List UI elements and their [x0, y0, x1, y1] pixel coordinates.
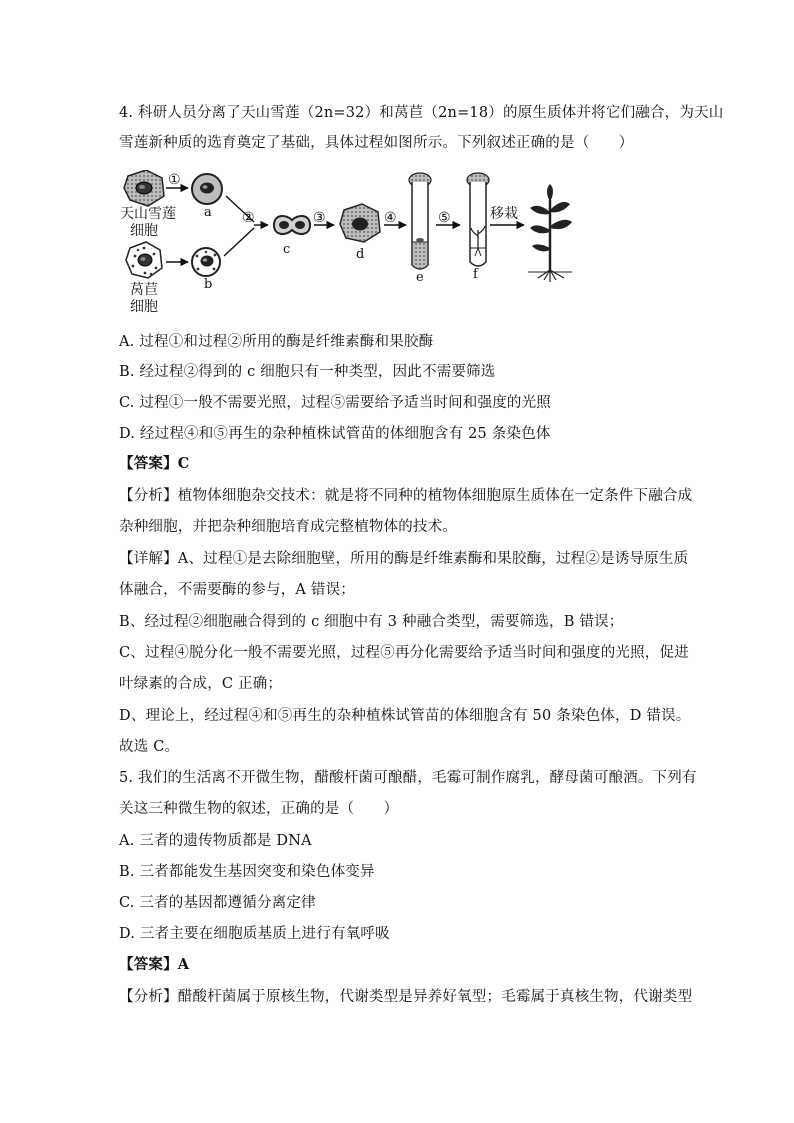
label-step2: ② — [242, 210, 255, 226]
q4-detail-line2: 体融合，不需要酶的参与，A 错误； — [119, 582, 355, 598]
q4-process-diagram — [118, 170, 598, 320]
q4-analysis-line2: 杂种细胞，并把杂种细胞培育成完整植物体的技术。 — [119, 519, 458, 535]
q4-option-c: C. 过程①一般不需要光照，过程⑤需要给予适当时间和强度的光照 — [119, 395, 551, 411]
q4-option-a: A. 过程①和过程②所用的酶是纤维素酶和果胶酶 — [119, 334, 434, 350]
q4-option-b: B. 经过程②得到的 c 细胞只有一种类型，因此不需要筛选 — [119, 364, 496, 380]
label-snow-lotus-1: 天山雪莲 — [120, 206, 176, 222]
q4-detail-line4: C、过程④脱分化一般不需要光照，过程⑤再分化需要给予适当时间和强度的光照，促进 — [119, 645, 689, 661]
q4-detail-line5: 叶绿素的合成，C 正确； — [119, 676, 283, 692]
q4-conclusion: 故选 C。 — [119, 739, 180, 755]
q5-option-d: D. 三者主要在细胞质基质上进行有氧呼吸 — [119, 926, 390, 942]
converge-line-bottom — [224, 228, 254, 256]
label-a: a — [204, 205, 212, 220]
q5-stem-line2: 关这三种微生物的叙述，正确的是（ ） — [119, 801, 399, 817]
hybrid-cell-d — [340, 204, 380, 242]
label-c: c — [283, 242, 291, 257]
q4-detail-line3: B、经过程②细胞融合得到的 c 细胞中有 3 种融合类型，需要筛选，B 错误； — [119, 614, 624, 630]
label-e: e — [416, 270, 424, 285]
test-tube-f — [467, 173, 489, 266]
label-lettuce-1: 莴苣 — [130, 282, 158, 298]
snow-lotus-cell — [124, 170, 164, 206]
q5-stem-line1: 5. 我们的生活离不开微生物，醋酸杆菌可酿醋，毛霉可制作腐乳，酵母菌可酿酒。下列有 — [119, 770, 697, 786]
protoplast-b — [192, 248, 220, 276]
q4-detail-line6: D、理论上，经过程④和⑤再生的杂种植株试管苗的体细胞含有 50 条染色体，D 错误。 — [119, 708, 691, 724]
q5-option-b: B. 三者都能发生基因突变和染色体变异 — [119, 864, 375, 880]
lettuce-cell — [126, 242, 162, 278]
label-step3: ③ — [313, 210, 326, 226]
label-snow-lotus-2: 细胞 — [130, 223, 158, 239]
q4-stem-line1: 4. 科研人员分离了天山雪莲（2n=32）和莴苣（2n=18）的原生质体并将它们融合，为天山 — [119, 105, 724, 121]
plant-illustration — [528, 184, 572, 282]
protoplast-a — [192, 174, 222, 204]
label-step5: ⑤ — [438, 210, 451, 226]
test-tube-e — [409, 173, 431, 269]
q4-analysis-line1: 【分析】植物体细胞杂交技术：就是将不同种的植物体细胞原生质体在一定条件下融合成 — [119, 488, 693, 504]
q5-option-a: A. 三者的遗传物质都是 DNA — [119, 833, 312, 849]
q5-answer: 【答案】A — [119, 956, 190, 973]
label-b: b — [204, 277, 213, 292]
label-d: d — [356, 247, 365, 262]
q5-analysis-line1: 【分析】醋酸杆菌属于原核生物，代谢类型是异养好氧型；毛霉属于真核生物，代谢类型 — [119, 989, 693, 1005]
q4-option-d: D. 经过程④和⑤再生的杂种植株试管苗的体细胞含有 25 条染色体 — [119, 426, 551, 442]
q4-detail-line1: 【详解】A、过程①是去除细胞壁，所用的酶是纤维素酶和果胶酶，过程②是诱导原生质 — [119, 551, 689, 567]
label-step1: ① — [168, 172, 181, 188]
label-step4: ④ — [384, 210, 397, 226]
q5-option-c: C. 三者的基因都遵循分离定律 — [119, 895, 316, 911]
q4-answer: 【答案】C — [119, 455, 190, 472]
q4-stem-line2: 雪莲新种质的选育奠定了基础，具体过程如图所示。下列叙述正确的是（ ） — [119, 135, 634, 151]
fused-cell-c — [274, 216, 310, 234]
label-f: f — [473, 267, 478, 282]
label-lettuce-2: 细胞 — [130, 299, 158, 315]
label-transplant: 移栽 — [490, 206, 518, 222]
